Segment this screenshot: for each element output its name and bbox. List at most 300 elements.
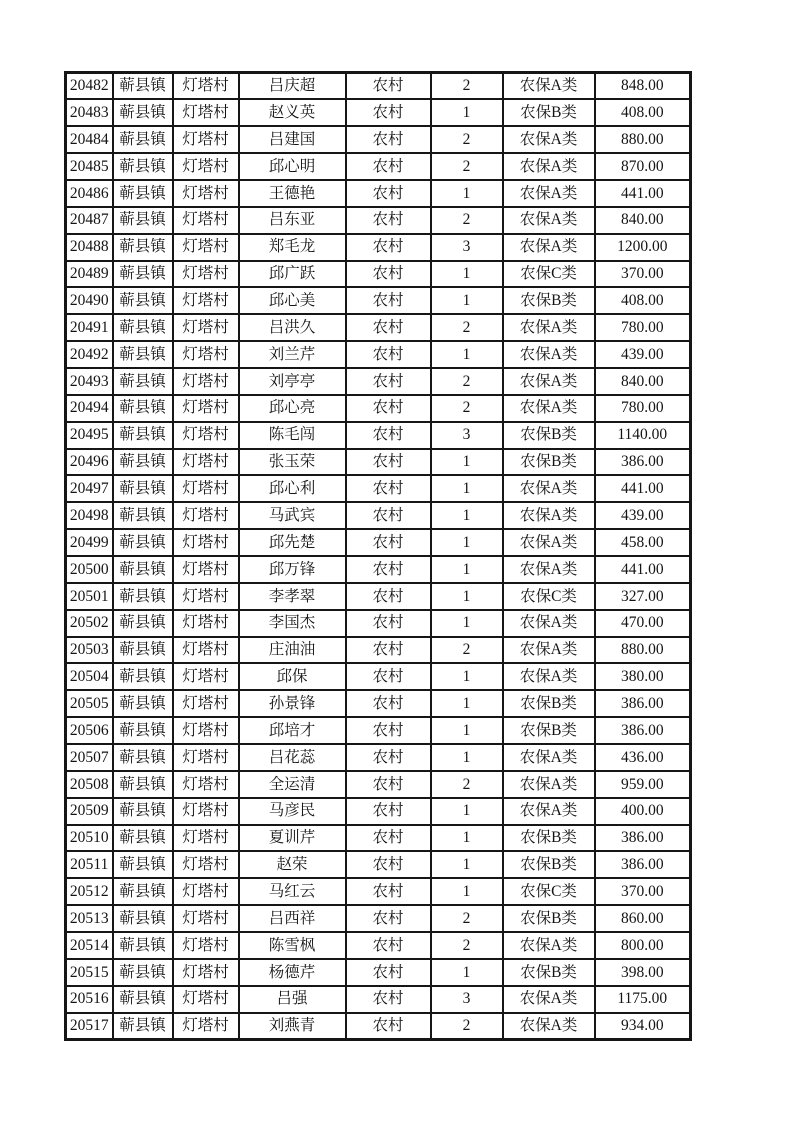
- cell-serial-number: 20495: [66, 422, 113, 449]
- cell-person-name: 刘燕青: [239, 1013, 346, 1040]
- cell-serial-number: 20484: [66, 126, 113, 153]
- cell-person-count: 1: [431, 261, 503, 288]
- cell-person-count: 1: [431, 529, 503, 556]
- cell-insurance-category: 农保A类: [503, 1013, 595, 1040]
- cell-person-name: 庄油油: [239, 637, 346, 664]
- cell-village: 灯塔村: [173, 959, 239, 986]
- cell-person-count: 1: [431, 717, 503, 744]
- table-row: [66, 422, 691, 449]
- cell-insurance-category: 农保A类: [503, 73, 595, 100]
- cell-residence-type: 农村: [346, 932, 431, 959]
- cell-amount: 380.00: [595, 663, 691, 690]
- table-row: [66, 717, 691, 744]
- cell-person-count: 1: [431, 449, 503, 476]
- cell-insurance-category: 农保A类: [503, 610, 595, 637]
- table-row: [66, 744, 691, 771]
- cell-village: 灯塔村: [173, 690, 239, 717]
- cell-serial-number: 20513: [66, 905, 113, 932]
- cell-village: 灯塔村: [173, 449, 239, 476]
- cell-residence-type: 农村: [346, 475, 431, 502]
- cell-amount: 439.00: [595, 341, 691, 368]
- cell-village: 灯塔村: [173, 287, 239, 314]
- cell-town: 蕲县镇: [113, 717, 173, 744]
- cell-serial-number: 20516: [66, 986, 113, 1013]
- cell-person-name: 邱心利: [239, 475, 346, 502]
- cell-person-count: 1: [431, 99, 503, 126]
- cell-town: 蕲县镇: [113, 905, 173, 932]
- cell-town: 蕲县镇: [113, 851, 173, 878]
- cell-serial-number: 20508: [66, 771, 113, 798]
- table-row: [66, 180, 691, 207]
- cell-insurance-category: 农保B类: [503, 959, 595, 986]
- cell-serial-number: 20497: [66, 475, 113, 502]
- table-row: [66, 395, 691, 422]
- cell-amount: 840.00: [595, 368, 691, 395]
- cell-serial-number: 20482: [66, 73, 113, 100]
- cell-amount: 408.00: [595, 287, 691, 314]
- cell-person-name: 邱保: [239, 663, 346, 690]
- cell-residence-type: 农村: [346, 825, 431, 852]
- cell-person-count: 2: [431, 932, 503, 959]
- cell-residence-type: 农村: [346, 261, 431, 288]
- cell-residence-type: 农村: [346, 878, 431, 905]
- cell-amount: 400.00: [595, 798, 691, 825]
- cell-town: 蕲县镇: [113, 1013, 173, 1040]
- cell-serial-number: 20505: [66, 690, 113, 717]
- cell-amount: 1200.00: [595, 234, 691, 261]
- cell-insurance-category: 农保B类: [503, 449, 595, 476]
- cell-insurance-category: 农保A类: [503, 637, 595, 664]
- cell-person-count: 2: [431, 368, 503, 395]
- cell-residence-type: 农村: [346, 905, 431, 932]
- cell-village: 灯塔村: [173, 395, 239, 422]
- cell-person-name: 马武宾: [239, 502, 346, 529]
- cell-serial-number: 20487: [66, 207, 113, 234]
- cell-town: 蕲县镇: [113, 637, 173, 664]
- cell-residence-type: 农村: [346, 610, 431, 637]
- cell-village: 灯塔村: [173, 529, 239, 556]
- table-row: [66, 341, 691, 368]
- cell-person-name: 杨德芹: [239, 959, 346, 986]
- cell-town: 蕲县镇: [113, 449, 173, 476]
- cell-village: 灯塔村: [173, 153, 239, 180]
- cell-amount: 408.00: [595, 99, 691, 126]
- cell-insurance-category: 农保A类: [503, 153, 595, 180]
- cell-person-count: 2: [431, 314, 503, 341]
- benefit-roster-table: [64, 71, 692, 1041]
- cell-person-name: 陈雪枫: [239, 932, 346, 959]
- cell-town: 蕲县镇: [113, 180, 173, 207]
- cell-town: 蕲县镇: [113, 771, 173, 798]
- cell-person-count: 1: [431, 878, 503, 905]
- cell-insurance-category: 农保A类: [503, 126, 595, 153]
- cell-person-count: 2: [431, 905, 503, 932]
- cell-village: 灯塔村: [173, 261, 239, 288]
- cell-person-name: 孙景锋: [239, 690, 346, 717]
- cell-village: 灯塔村: [173, 422, 239, 449]
- table-row: [66, 771, 691, 798]
- table-row: [66, 126, 691, 153]
- cell-person-name: 吕西祥: [239, 905, 346, 932]
- cell-amount: 386.00: [595, 717, 691, 744]
- cell-town: 蕲县镇: [113, 234, 173, 261]
- cell-village: 灯塔村: [173, 556, 239, 583]
- cell-residence-type: 农村: [346, 126, 431, 153]
- cell-village: 灯塔村: [173, 73, 239, 100]
- cell-residence-type: 农村: [346, 690, 431, 717]
- cell-serial-number: 20514: [66, 932, 113, 959]
- cell-person-name: 吕洪久: [239, 314, 346, 341]
- cell-person-count: 1: [431, 744, 503, 771]
- cell-village: 灯塔村: [173, 583, 239, 610]
- cell-town: 蕲县镇: [113, 690, 173, 717]
- cell-amount: 386.00: [595, 449, 691, 476]
- cell-residence-type: 农村: [346, 744, 431, 771]
- cell-village: 灯塔村: [173, 180, 239, 207]
- cell-serial-number: 20515: [66, 959, 113, 986]
- cell-serial-number: 20507: [66, 744, 113, 771]
- cell-serial-number: 20511: [66, 851, 113, 878]
- cell-village: 灯塔村: [173, 744, 239, 771]
- cell-insurance-category: 农保B类: [503, 717, 595, 744]
- cell-serial-number: 20502: [66, 610, 113, 637]
- cell-insurance-category: 农保A类: [503, 207, 595, 234]
- cell-village: 灯塔村: [173, 637, 239, 664]
- cell-person-name: 吕东亚: [239, 207, 346, 234]
- cell-residence-type: 农村: [346, 959, 431, 986]
- table-row: [66, 207, 691, 234]
- cell-insurance-category: 农保A类: [503, 986, 595, 1013]
- cell-village: 灯塔村: [173, 207, 239, 234]
- table-row: [66, 1013, 691, 1040]
- cell-residence-type: 农村: [346, 583, 431, 610]
- cell-residence-type: 农村: [346, 341, 431, 368]
- cell-residence-type: 农村: [346, 717, 431, 744]
- cell-town: 蕲县镇: [113, 73, 173, 100]
- cell-village: 灯塔村: [173, 475, 239, 502]
- cell-person-name: 赵义英: [239, 99, 346, 126]
- cell-person-name: 王德艳: [239, 180, 346, 207]
- table-row: [66, 287, 691, 314]
- cell-insurance-category: 农保A类: [503, 180, 595, 207]
- cell-person-name: 吕花蕊: [239, 744, 346, 771]
- cell-insurance-category: 农保B类: [503, 825, 595, 852]
- cell-person-count: 1: [431, 798, 503, 825]
- cell-person-name: 马彦民: [239, 798, 346, 825]
- cell-person-count: 2: [431, 771, 503, 798]
- cell-insurance-category: 农保A类: [503, 502, 595, 529]
- cell-insurance-category: 农保A类: [503, 556, 595, 583]
- table-row: [66, 368, 691, 395]
- table-row: [66, 878, 691, 905]
- cell-person-count: 2: [431, 153, 503, 180]
- cell-person-count: 2: [431, 637, 503, 664]
- cell-town: 蕲县镇: [113, 798, 173, 825]
- cell-village: 灯塔村: [173, 717, 239, 744]
- cell-amount: 398.00: [595, 959, 691, 986]
- cell-town: 蕲县镇: [113, 314, 173, 341]
- cell-serial-number: 20498: [66, 502, 113, 529]
- cell-insurance-category: 农保A类: [503, 932, 595, 959]
- cell-town: 蕲县镇: [113, 126, 173, 153]
- cell-amount: 860.00: [595, 905, 691, 932]
- cell-village: 灯塔村: [173, 825, 239, 852]
- cell-insurance-category: 农保A类: [503, 529, 595, 556]
- cell-serial-number: 20491: [66, 314, 113, 341]
- cell-serial-number: 20486: [66, 180, 113, 207]
- cell-person-name: 张玉荣: [239, 449, 346, 476]
- cell-insurance-category: 农保A类: [503, 314, 595, 341]
- cell-amount: 870.00: [595, 153, 691, 180]
- cell-amount: 880.00: [595, 637, 691, 664]
- cell-serial-number: 20517: [66, 1013, 113, 1040]
- cell-amount: 1140.00: [595, 422, 691, 449]
- table-row: [66, 475, 691, 502]
- cell-village: 灯塔村: [173, 771, 239, 798]
- cell-person-count: 1: [431, 556, 503, 583]
- cell-amount: 470.00: [595, 610, 691, 637]
- cell-amount: 441.00: [595, 556, 691, 583]
- cell-person-name: 李国杰: [239, 610, 346, 637]
- cell-town: 蕲县镇: [113, 261, 173, 288]
- table-row: [66, 932, 691, 959]
- cell-insurance-category: 农保A类: [503, 744, 595, 771]
- table-row: [66, 959, 691, 986]
- cell-insurance-category: 农保B类: [503, 422, 595, 449]
- cell-serial-number: 20496: [66, 449, 113, 476]
- cell-serial-number: 20488: [66, 234, 113, 261]
- cell-town: 蕲县镇: [113, 341, 173, 368]
- table-row: [66, 905, 691, 932]
- cell-person-name: 邱心明: [239, 153, 346, 180]
- cell-amount: 780.00: [595, 395, 691, 422]
- cell-insurance-category: 农保A类: [503, 395, 595, 422]
- cell-serial-number: 20485: [66, 153, 113, 180]
- cell-town: 蕲县镇: [113, 287, 173, 314]
- cell-insurance-category: 农保B类: [503, 99, 595, 126]
- cell-person-count: 1: [431, 690, 503, 717]
- cell-amount: 1175.00: [595, 986, 691, 1013]
- cell-person-count: 1: [431, 180, 503, 207]
- cell-person-name: 马红云: [239, 878, 346, 905]
- cell-serial-number: 20512: [66, 878, 113, 905]
- cell-village: 灯塔村: [173, 341, 239, 368]
- cell-insurance-category: 农保B类: [503, 287, 595, 314]
- table-row: [66, 314, 691, 341]
- cell-amount: 386.00: [595, 825, 691, 852]
- cell-person-count: 1: [431, 287, 503, 314]
- cell-residence-type: 农村: [346, 99, 431, 126]
- cell-person-name: 刘兰芹: [239, 341, 346, 368]
- cell-residence-type: 农村: [346, 637, 431, 664]
- table-row: [66, 261, 691, 288]
- cell-village: 灯塔村: [173, 99, 239, 126]
- cell-town: 蕲县镇: [113, 610, 173, 637]
- cell-village: 灯塔村: [173, 502, 239, 529]
- cell-town: 蕲县镇: [113, 932, 173, 959]
- cell-town: 蕲县镇: [113, 556, 173, 583]
- cell-amount: 780.00: [595, 314, 691, 341]
- cell-person-count: 1: [431, 610, 503, 637]
- cell-person-name: 邱广跃: [239, 261, 346, 288]
- cell-insurance-category: 农保B类: [503, 690, 595, 717]
- cell-residence-type: 农村: [346, 449, 431, 476]
- cell-village: 灯塔村: [173, 878, 239, 905]
- cell-town: 蕲县镇: [113, 878, 173, 905]
- cell-person-count: 3: [431, 986, 503, 1013]
- cell-person-name: 李孝翠: [239, 583, 346, 610]
- cell-person-name: 邱先楚: [239, 529, 346, 556]
- cell-person-name: 邱培才: [239, 717, 346, 744]
- cell-residence-type: 农村: [346, 1013, 431, 1040]
- cell-person-count: 2: [431, 73, 503, 100]
- cell-serial-number: 20501: [66, 583, 113, 610]
- cell-residence-type: 农村: [346, 153, 431, 180]
- cell-residence-type: 农村: [346, 771, 431, 798]
- cell-residence-type: 农村: [346, 798, 431, 825]
- cell-village: 灯塔村: [173, 234, 239, 261]
- cell-insurance-category: 农保C类: [503, 583, 595, 610]
- cell-person-count: 2: [431, 395, 503, 422]
- cell-person-name: 吕建国: [239, 126, 346, 153]
- cell-serial-number: 20500: [66, 556, 113, 583]
- cell-town: 蕲县镇: [113, 986, 173, 1013]
- cell-residence-type: 农村: [346, 529, 431, 556]
- cell-residence-type: 农村: [346, 556, 431, 583]
- cell-insurance-category: 农保A类: [503, 663, 595, 690]
- cell-person-count: 3: [431, 234, 503, 261]
- cell-residence-type: 农村: [346, 73, 431, 100]
- cell-person-count: 1: [431, 959, 503, 986]
- table-row: [66, 529, 691, 556]
- cell-amount: 934.00: [595, 1013, 691, 1040]
- table-row: [66, 690, 691, 717]
- cell-person-count: 1: [431, 851, 503, 878]
- cell-serial-number: 20503: [66, 637, 113, 664]
- cell-insurance-category: 农保C类: [503, 878, 595, 905]
- cell-town: 蕲县镇: [113, 529, 173, 556]
- cell-village: 灯塔村: [173, 1013, 239, 1040]
- cell-person-count: 1: [431, 825, 503, 852]
- cell-village: 灯塔村: [173, 663, 239, 690]
- cell-insurance-category: 农保A类: [503, 368, 595, 395]
- cell-residence-type: 农村: [346, 502, 431, 529]
- cell-town: 蕲县镇: [113, 207, 173, 234]
- cell-amount: 386.00: [595, 851, 691, 878]
- cell-person-count: 2: [431, 126, 503, 153]
- cell-insurance-category: 农保A类: [503, 234, 595, 261]
- cell-residence-type: 农村: [346, 287, 431, 314]
- cell-insurance-category: 农保C类: [503, 261, 595, 288]
- cell-residence-type: 农村: [346, 851, 431, 878]
- cell-serial-number: 20493: [66, 368, 113, 395]
- cell-village: 灯塔村: [173, 798, 239, 825]
- table-row: [66, 610, 691, 637]
- table-row: [66, 449, 691, 476]
- cell-serial-number: 20509: [66, 798, 113, 825]
- cell-person-name: 刘亭亭: [239, 368, 346, 395]
- cell-serial-number: 20499: [66, 529, 113, 556]
- cell-residence-type: 农村: [346, 395, 431, 422]
- cell-amount: 441.00: [595, 180, 691, 207]
- cell-amount: 959.00: [595, 771, 691, 798]
- cell-person-name: 吕庆超: [239, 73, 346, 100]
- table-row: [66, 825, 691, 852]
- cell-town: 蕲县镇: [113, 744, 173, 771]
- table-row: [66, 851, 691, 878]
- cell-amount: 386.00: [595, 690, 691, 717]
- cell-residence-type: 农村: [346, 422, 431, 449]
- table-row: [66, 502, 691, 529]
- cell-village: 灯塔村: [173, 314, 239, 341]
- table-row: [66, 556, 691, 583]
- cell-town: 蕲县镇: [113, 959, 173, 986]
- cell-person-count: 1: [431, 341, 503, 368]
- cell-serial-number: 20492: [66, 341, 113, 368]
- table-row: [66, 234, 691, 261]
- cell-person-name: 赵荣: [239, 851, 346, 878]
- cell-person-name: 邱万锋: [239, 556, 346, 583]
- cell-person-count: 3: [431, 422, 503, 449]
- cell-serial-number: 20510: [66, 825, 113, 852]
- table-row: [66, 99, 691, 126]
- cell-insurance-category: 农保A类: [503, 798, 595, 825]
- cell-residence-type: 农村: [346, 314, 431, 341]
- table-row: [66, 73, 691, 100]
- cell-person-count: 1: [431, 663, 503, 690]
- cell-village: 灯塔村: [173, 610, 239, 637]
- cell-insurance-category: 农保B类: [503, 905, 595, 932]
- cell-town: 蕲县镇: [113, 663, 173, 690]
- cell-amount: 327.00: [595, 583, 691, 610]
- cell-village: 灯塔村: [173, 932, 239, 959]
- table-row: [66, 663, 691, 690]
- cell-amount: 370.00: [595, 261, 691, 288]
- cell-residence-type: 农村: [346, 663, 431, 690]
- cell-amount: 840.00: [595, 207, 691, 234]
- cell-village: 灯塔村: [173, 986, 239, 1013]
- table-row: [66, 798, 691, 825]
- cell-amount: 439.00: [595, 502, 691, 529]
- cell-serial-number: 20504: [66, 663, 113, 690]
- cell-insurance-category: 农保A类: [503, 771, 595, 798]
- cell-person-name: 全运清: [239, 771, 346, 798]
- cell-person-name: 吕强: [239, 986, 346, 1013]
- cell-village: 灯塔村: [173, 851, 239, 878]
- cell-residence-type: 农村: [346, 207, 431, 234]
- cell-town: 蕲县镇: [113, 475, 173, 502]
- cell-amount: 458.00: [595, 529, 691, 556]
- cell-person-count: 1: [431, 475, 503, 502]
- cell-serial-number: 20494: [66, 395, 113, 422]
- cell-person-name: 邱心美: [239, 287, 346, 314]
- cell-village: 灯塔村: [173, 126, 239, 153]
- cell-person-count: 2: [431, 207, 503, 234]
- cell-serial-number: 20483: [66, 99, 113, 126]
- cell-town: 蕲县镇: [113, 153, 173, 180]
- cell-person-name: 夏训芹: [239, 825, 346, 852]
- cell-insurance-category: 农保A类: [503, 475, 595, 502]
- cell-person-count: 1: [431, 583, 503, 610]
- cell-serial-number: 20506: [66, 717, 113, 744]
- cell-town: 蕲县镇: [113, 99, 173, 126]
- table-row: [66, 583, 691, 610]
- cell-amount: 848.00: [595, 73, 691, 100]
- roster-table-body: [66, 73, 691, 1040]
- table-row: [66, 637, 691, 664]
- cell-amount: 436.00: [595, 744, 691, 771]
- cell-residence-type: 农村: [346, 368, 431, 395]
